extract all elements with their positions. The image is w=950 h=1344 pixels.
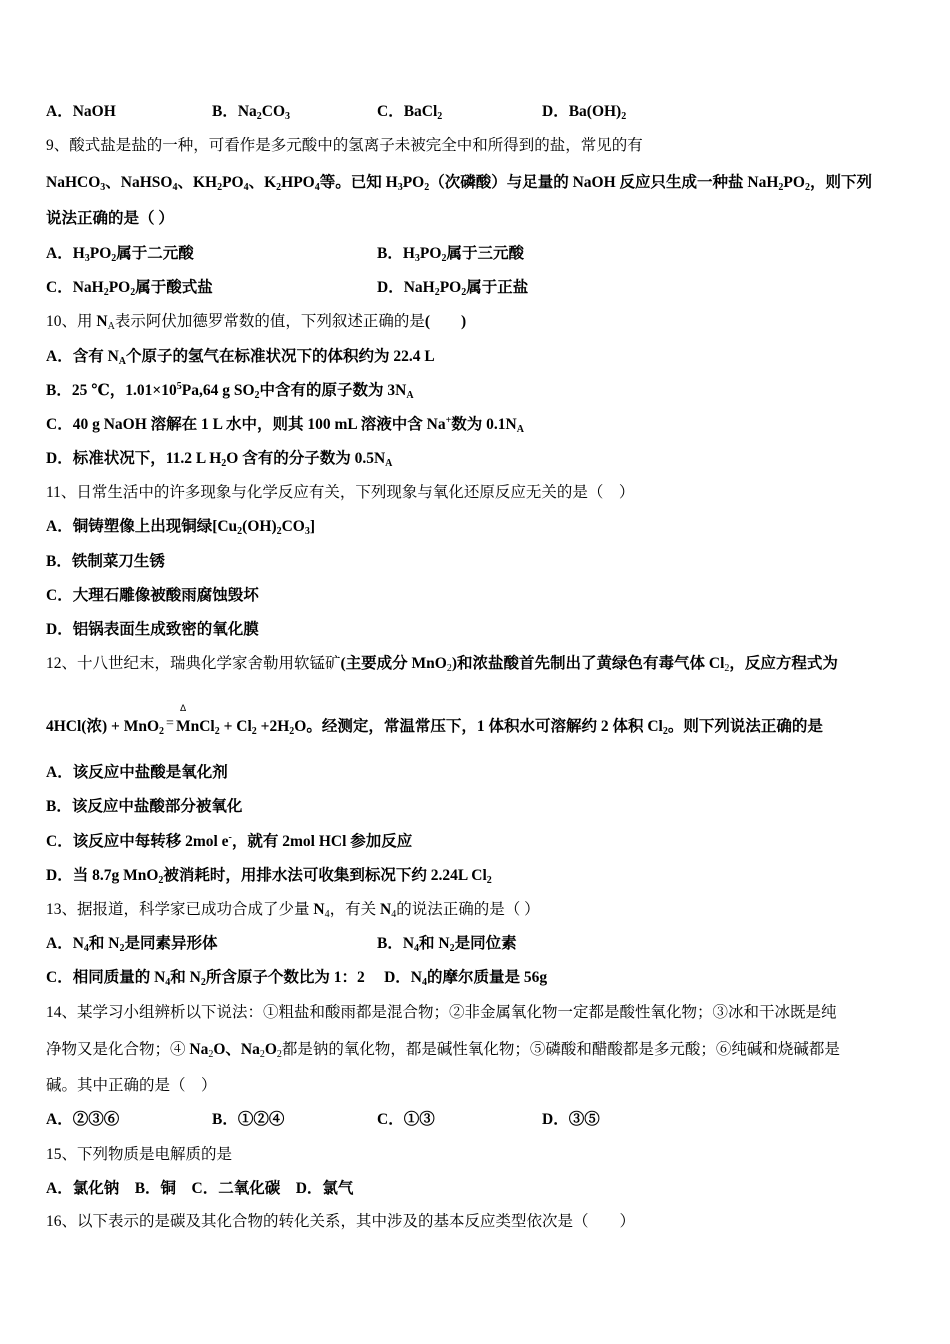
- q9-option-d: D．$NaH_2PO_2$属于正盐: [377, 279, 529, 298]
- q10-option-a: A．含有 $N_A$个原子的氢气在标准状况下的体积约为 22.4 L: [46, 348, 435, 367]
- q9-option-a: A．$H_3PO_2$属于二元酸: [46, 245, 194, 264]
- q13-stem: 13、据报道，科学家已成功合成了少量 $N_4$，有关 $N_4$的说法正确的是（ ）: [46, 901, 540, 920]
- reaction-equals-sign: =: [166, 716, 174, 731]
- q9-stem-line3: 说法正确的是（ ）: [46, 210, 174, 227]
- q13-option-b: B．$N_4$和 $N_2$是同位素: [377, 935, 517, 954]
- q12-stem: 12、十八世纪末，瑞典化学家舍勒用软锰矿(主要成分 MnO$_2$)和浓盐酸首先制出了黄绿色有毒气体 $Cl_2$，反应方程式为: [46, 655, 838, 674]
- q15-options: A．氯化钠 B．铜 C．二氧化碳 D．氯气: [46, 1180, 354, 1197]
- q11-option-a: A．铜铸塑像上出现铜绿$[Cu_2(OH)_2CO_3]$: [46, 518, 316, 537]
- q8-option-d: D．$Ba(OH)_2$: [542, 103, 627, 122]
- q14-stem-line3: 碱。其中正确的是（ ）: [46, 1077, 217, 1094]
- q12-option-a: A．该反应中盐酸是氧化剂: [46, 764, 228, 781]
- q16-stem: 16、以下表示的是碳及其化合物的转化关系，其中涉及的基本反应类型依次是（ ）: [46, 1213, 636, 1230]
- q12-option-d: D．当 8.7g MnO$_2$被消耗时，用排水法可收集到标况下约 2.24L $Cl_2$: [46, 867, 492, 886]
- q11-option-b: B．铁制菜刀生锈: [46, 553, 165, 570]
- q14-option-b: B．①②④: [212, 1111, 285, 1128]
- q14-option-d: D．③⑤: [542, 1111, 600, 1128]
- q9-option-b: B．$H_3PO_2$属于三元酸: [377, 245, 524, 264]
- q8-option-c: C．BaCl$_2$: [377, 103, 443, 122]
- q10-option-c: C．40 g NaOH 溶解在 1 L 水中，则其 100 mL 溶液中含 Na+数为 $0.1N_A$: [46, 415, 524, 435]
- q13-options-cd: C．相同质量的 $N_4$和 $N_2$所含原子个数比为 1：2 D．$N_4$的摩尔质量是 56g: [46, 969, 548, 988]
- q14-stem-line2: 净物又是化合物；④ $Na_2O$、$Na_2O_2$都是钠的氧化物，都是碱性氧化物；⑤磷酸和醋酸都是多元酸；⑥纯碱和烧碱都是: [46, 1041, 840, 1060]
- q12-option-c: C．该反应中每转移 2mol e-，就有 2mol HCl 参加反应: [46, 832, 413, 850]
- q14-stem-line1: 14、某学习小组辨析以下说法：①粗盐和酸雨都是混合物；②非金属氧化物一定都是酸性氧化物；③冰和干冰既是纯: [46, 1004, 837, 1021]
- q9-stem-line2: NaHCO$_3$、NaHSO$_4$、$KH_2PO_4$、$K_2HPO_4$等。已知 $H_3PO_2$（次磷酸）与足量的 NaOH 反应只生成一种盐 $NaH_2PO_2$，则下列: [46, 174, 872, 193]
- q13-option-a: A．$N_4$和 $N_2$是同素异形体: [46, 935, 218, 954]
- q10-stem: 10、用 $N_A$表示阿伏加德罗常数的值，下列叙述正确的是( ): [46, 313, 467, 332]
- q11-option-d: D．铝锅表面生成致密的氧化膜: [46, 621, 259, 638]
- q8-option-a: A．NaOH: [46, 103, 116, 120]
- q9-option-c: C．$NaH_2PO_2$属于酸式盐: [46, 279, 213, 298]
- q8-option-b: B．$Na_2CO_3$: [212, 103, 291, 122]
- q11-option-c: C．大理石雕像被酸雨腐蚀毁坏: [46, 587, 259, 604]
- q14-option-c: C．①③: [377, 1111, 435, 1128]
- q10-option-d: D．标准状况下，11.2 L $H_2O$ 含有的分子数为 $0.5N_A$: [46, 450, 393, 469]
- q12-equation: 4HCl(浓) + MnO$_2$= MnCl$_2$ + $Cl_2 +2H_2O$。经测定，常温常压下，1 体积水可溶解约 2 体积 $Cl_2$。则下列说法正确的是: [46, 716, 823, 737]
- q9-stem-line1: 9、酸式盐是盐的一种，可看作是多元酸中的氢离子未被完全中和所得到的盐，常见的有: [46, 137, 643, 154]
- q10-option-b: B．25 ℃，$1.01\times 10^5Pa,64$ g $SO_2$中含有的原子数为 $3N_A$: [46, 381, 414, 401]
- q12-option-b: B．该反应中盐酸部分被氧化: [46, 798, 243, 815]
- q11-stem: 11、日常生活中的许多现象与化学反应有关，下列现象与氧化还原反应无关的是（ ）: [46, 484, 635, 501]
- heat-symbol: Δ: [180, 704, 187, 714]
- q14-option-a: A．②③⑥: [46, 1111, 120, 1128]
- q15-stem: 15、下列物质是电解质的是: [46, 1146, 233, 1163]
